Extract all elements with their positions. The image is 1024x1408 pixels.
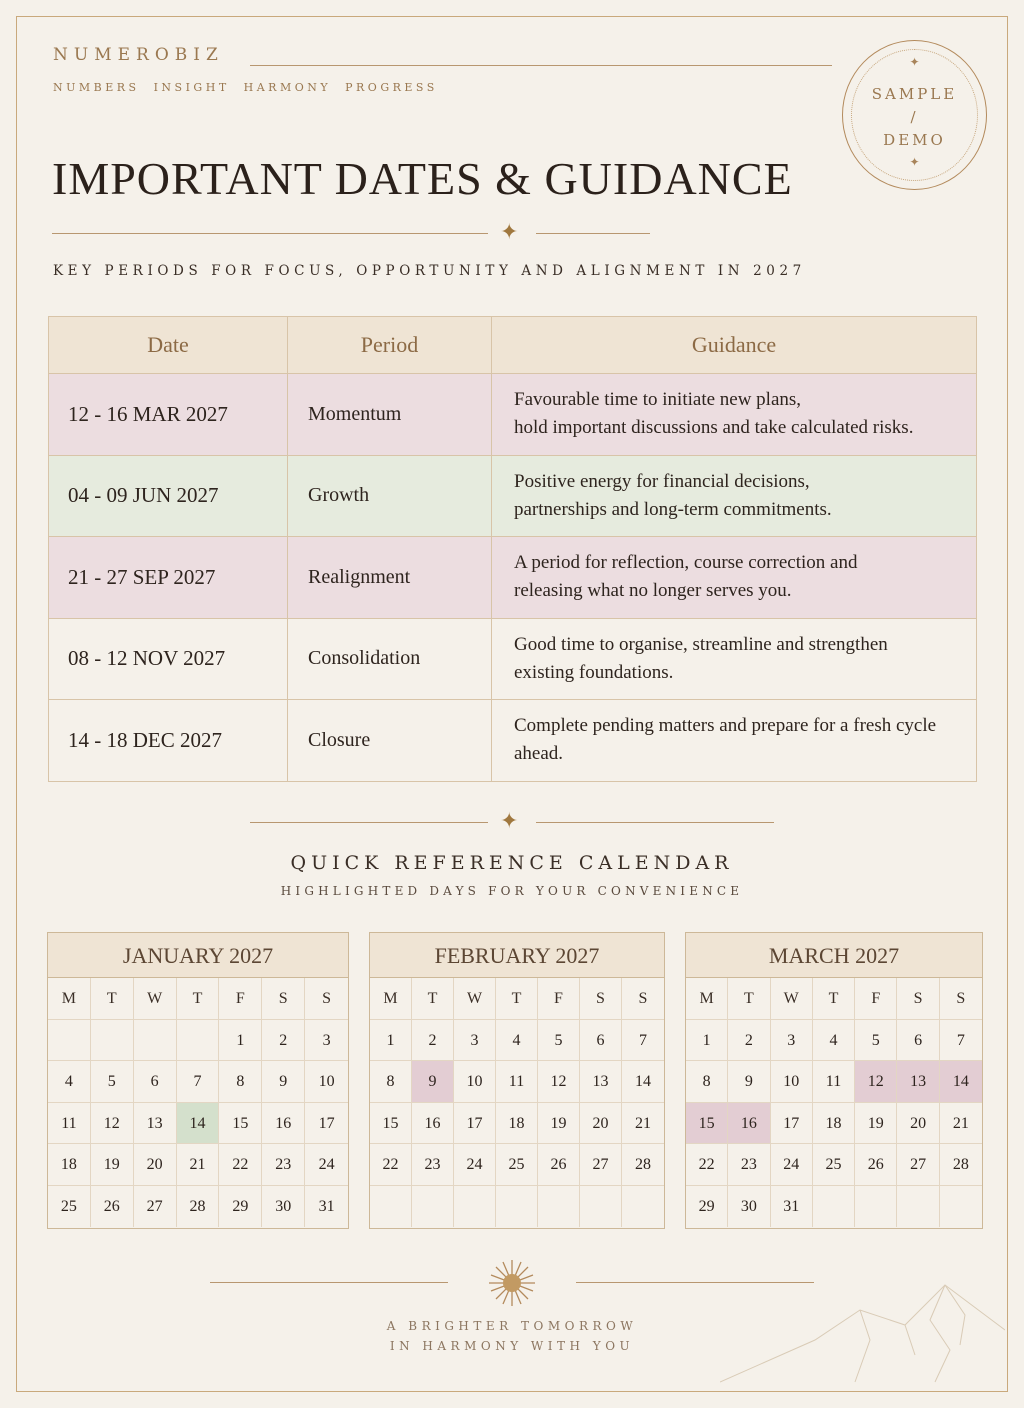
weekday-header: S	[897, 978, 939, 1020]
calendar-day: 31	[771, 1186, 813, 1228]
weekday-header: T	[496, 978, 538, 1020]
calendar-day: 8	[686, 1061, 728, 1103]
month-january	[47, 932, 349, 1229]
calendar-day: 20	[897, 1103, 939, 1145]
calendar-day: 22	[219, 1144, 262, 1186]
weekday-header: S	[305, 978, 348, 1020]
calendar-day: 28	[622, 1144, 664, 1186]
calendar-day: 10	[305, 1061, 348, 1103]
guidance-cell	[492, 618, 977, 700]
calendar-day: 2	[262, 1020, 305, 1062]
sample-demo-seal	[842, 40, 987, 190]
calendar-empty-cell	[538, 1186, 580, 1228]
table-header-row	[49, 317, 977, 374]
calendar-day: 11	[813, 1061, 855, 1103]
calendar-day: 20	[580, 1103, 622, 1145]
calendar-grid	[48, 978, 348, 1227]
brand-rule	[250, 65, 832, 66]
calendar-day: 7	[940, 1020, 982, 1062]
guidance-cell	[492, 374, 977, 456]
guidance-line-1: Favourable time to initiate new plans,	[514, 389, 802, 411]
star-divider-icon: ✦	[500, 220, 519, 245]
title-divider-right	[536, 233, 650, 234]
calendar-day: 9	[262, 1061, 305, 1103]
calendar-day: 6	[897, 1020, 939, 1062]
weekday-header: W	[134, 978, 177, 1020]
calendar-subtitle: HIGHLIGHTED DAYS FOR YOUR CONVENIENCE	[280, 884, 744, 898]
guidance-cell	[492, 455, 977, 537]
weekday-header: S	[940, 978, 982, 1020]
calendar-day: 5	[91, 1061, 134, 1103]
date-cell: 04 - 09 JUN 2027	[49, 455, 288, 537]
calendar-day: 19	[538, 1103, 580, 1145]
calendar-day: 24	[305, 1144, 348, 1186]
calendar-grid	[370, 978, 664, 1227]
table-row	[49, 537, 977, 619]
calendar-empty-cell	[855, 1186, 897, 1228]
calendar-day: 27	[897, 1144, 939, 1186]
calendar-day: 5	[538, 1020, 580, 1062]
weekday-header: S	[262, 978, 305, 1020]
table-row	[49, 618, 977, 700]
guidance-line-1: Good time to organise, streamline and strengthen	[514, 633, 888, 655]
calendar-day: 26	[91, 1186, 134, 1228]
seal-bottom-star-icon: ✦	[909, 155, 920, 169]
calendar-day: 1	[686, 1020, 728, 1062]
footer-line-1: A BRIGHTER TOMORROW	[386, 1319, 638, 1333]
calendar-day: 23	[412, 1144, 454, 1186]
calendar-day: 16	[262, 1103, 305, 1145]
calendar-day: 6	[580, 1020, 622, 1062]
calendar-day: 8	[219, 1061, 262, 1103]
calendar-title: QUICK REFERENCE CALENDAR	[290, 852, 734, 874]
calendar-divider-left	[250, 822, 488, 823]
guidance-line-2: ahead.	[514, 743, 564, 765]
calendar-empty-cell	[48, 1020, 91, 1062]
brand-name: NUMEROBIZ	[53, 45, 224, 65]
date-cell: 12 - 16 MAR 2027	[49, 374, 288, 456]
calendar-divider-right	[536, 822, 774, 823]
header-guidance: Guidance	[492, 317, 977, 374]
calendar-day: 17	[454, 1103, 496, 1145]
guidance-line-1: A period for reflection, course correction and	[514, 552, 858, 574]
period-cell: Momentum	[288, 374, 492, 456]
period-cell: Growth	[288, 455, 492, 537]
calendar-day: 27	[134, 1186, 177, 1228]
calendar-day: 3	[305, 1020, 348, 1062]
calendar-empty-cell	[496, 1186, 538, 1228]
calendar-empty-cell	[897, 1186, 939, 1228]
weekday-header: T	[728, 978, 770, 1020]
guidance-line-2: releasing what no longer serves you.	[514, 580, 792, 602]
sun-moon-icon	[462, 1258, 562, 1308]
calendar-day: 14	[177, 1103, 220, 1145]
calendar-day: 18	[496, 1103, 538, 1145]
calendar-day: 8	[370, 1061, 412, 1103]
calendar-day: 14	[622, 1061, 664, 1103]
calendar-day: 13	[580, 1061, 622, 1103]
weekday-header: F	[855, 978, 897, 1020]
month-title: JANUARY 2027	[48, 933, 348, 978]
calendar-day: 28	[940, 1144, 982, 1186]
calendar-day: 1	[370, 1020, 412, 1062]
calendar-day: 12	[855, 1061, 897, 1103]
month-title: FEBRUARY 2027	[370, 933, 664, 978]
calendar-day: 16	[728, 1103, 770, 1145]
calendar-day: 19	[855, 1103, 897, 1145]
seal-top-star-icon: ✦	[909, 55, 920, 69]
calendar-empty-cell	[134, 1020, 177, 1062]
calendar-day: 3	[771, 1020, 813, 1062]
calendar-empty-cell	[580, 1186, 622, 1228]
brand-tagline: NUMBERS INSIGHT HARMONY PROGRESS	[53, 81, 438, 94]
title-divider-left	[52, 233, 488, 234]
calendar-day: 30	[728, 1186, 770, 1228]
calendar-day: 25	[496, 1144, 538, 1186]
guidance-line-2: partnerships and long-term commitments.	[514, 498, 832, 520]
calendar-day: 12	[538, 1061, 580, 1103]
calendar-day: 22	[370, 1144, 412, 1186]
calendar-day: 29	[686, 1186, 728, 1228]
calendar-day: 10	[771, 1061, 813, 1103]
weekday-header: T	[412, 978, 454, 1020]
calendar-day: 18	[813, 1103, 855, 1145]
guidance-line-1: Complete pending matters and prepare for a fresh cycle	[514, 715, 937, 737]
weekday-header: T	[91, 978, 134, 1020]
month-title: MARCH 2027	[686, 933, 982, 978]
calendar-day: 29	[219, 1186, 262, 1228]
calendar-day: 23	[728, 1144, 770, 1186]
star-divider-icon: ✦	[500, 809, 519, 834]
guidance-line-1: Positive energy for financial decisions,	[514, 470, 810, 492]
calendar-day: 16	[412, 1103, 454, 1145]
period-cell: Consolidation	[288, 618, 492, 700]
date-cell: 14 - 18 DEC 2027	[49, 700, 288, 782]
calendar-day: 15	[686, 1103, 728, 1145]
calendar-day: 18	[48, 1144, 91, 1186]
calendar-day: 13	[897, 1061, 939, 1103]
calendar-day: 25	[48, 1186, 91, 1228]
calendar-day: 15	[219, 1103, 262, 1145]
calendar-grid	[686, 978, 982, 1227]
calendar-day: 20	[134, 1144, 177, 1186]
important-dates-table	[48, 316, 977, 782]
calendar-day: 2	[728, 1020, 770, 1062]
guidance-line-2: hold important discussions and take calculated risks.	[514, 417, 914, 439]
calendar-day: 26	[538, 1144, 580, 1186]
calendar-day: 7	[177, 1061, 220, 1103]
calendar-day: 4	[48, 1061, 91, 1103]
weekday-header: M	[370, 978, 412, 1020]
date-cell: 08 - 12 NOV 2027	[49, 618, 288, 700]
calendar-day: 17	[771, 1103, 813, 1145]
table-row	[49, 374, 977, 456]
calendar-day: 23	[262, 1144, 305, 1186]
weekday-header: F	[219, 978, 262, 1020]
calendar-day: 19	[91, 1144, 134, 1186]
calendar-day: 21	[177, 1144, 220, 1186]
guidance-cell	[492, 700, 977, 782]
table-row	[49, 455, 977, 537]
calendar-day: 11	[48, 1103, 91, 1145]
weekday-header: M	[686, 978, 728, 1020]
calendar-day: 26	[855, 1144, 897, 1186]
weekday-header: M	[48, 978, 91, 1020]
weekday-header: T	[813, 978, 855, 1020]
calendar-empty-cell	[940, 1186, 982, 1228]
weekday-header: S	[580, 978, 622, 1020]
weekday-header: W	[454, 978, 496, 1020]
seal-line-3: DEMO	[883, 131, 946, 149]
footer-line-2: IN HARMONY WITH YOU	[389, 1339, 635, 1353]
period-cell: Realignment	[288, 537, 492, 619]
weekday-header: F	[538, 978, 580, 1020]
calendar-day: 31	[318, 1197, 335, 1215]
calendar-day: 15	[370, 1103, 412, 1145]
calendar-empty-cell	[177, 1020, 220, 1062]
calendar-day: 1	[219, 1020, 262, 1062]
weekday-header: T	[177, 978, 220, 1020]
calendar-day: 13	[134, 1103, 177, 1145]
table-row	[49, 700, 977, 782]
calendar-empty-cell	[370, 1186, 412, 1228]
calendar-day: 22	[686, 1144, 728, 1186]
calendar-day: 12	[91, 1103, 134, 1145]
date-cell: 21 - 27 SEP 2027	[49, 537, 288, 619]
mountain-illustration	[720, 1270, 1005, 1385]
calendar-empty-cell	[91, 1020, 134, 1062]
calendar-day: 9	[728, 1061, 770, 1103]
calendar-day: 11	[496, 1061, 538, 1103]
header-period: Period	[288, 317, 492, 374]
month-march	[685, 932, 983, 1229]
calendar-empty-cell	[412, 1186, 454, 1228]
calendar-day: 4	[813, 1020, 855, 1062]
calendar-day: 2	[412, 1020, 454, 1062]
calendar-day: 28	[177, 1186, 220, 1228]
header-date: Date	[49, 317, 288, 374]
calendar-day: 14	[940, 1061, 982, 1103]
calendar-day: 24	[771, 1144, 813, 1186]
calendar-day: 4	[496, 1020, 538, 1062]
calendar-day: 3	[454, 1020, 496, 1062]
page-subtitle: KEY PERIODS FOR FOCUS, OPPORTUNITY AND ALIGNMENT IN 2027	[53, 263, 806, 279]
seal-line-2: /	[910, 108, 919, 126]
calendar-day: 7	[622, 1020, 664, 1062]
calendar-day: 30	[262, 1186, 305, 1228]
calendar-empty-cell	[622, 1186, 664, 1228]
period-cell: Closure	[288, 700, 492, 782]
calendar-day: 6	[134, 1061, 177, 1103]
calendar-day: 10	[454, 1061, 496, 1103]
seal-text	[843, 83, 986, 152]
weekday-header: S	[622, 978, 664, 1020]
guidance-line-2: existing foundations.	[514, 661, 674, 683]
calendar-empty-cell	[454, 1186, 496, 1228]
footer-divider-left	[210, 1282, 448, 1283]
calendar-day: 17	[305, 1103, 348, 1145]
calendar-empty-cell	[813, 1186, 855, 1228]
seal-line-1: SAMPLE	[871, 85, 958, 103]
calendar-day: 21	[940, 1103, 982, 1145]
calendar-day: 25	[813, 1144, 855, 1186]
calendar-day: 5	[855, 1020, 897, 1062]
page-title: IMPORTANT DATES & GUIDANCE	[52, 153, 793, 204]
calendar-day: 21	[622, 1103, 664, 1145]
calendar-day: 27	[580, 1144, 622, 1186]
calendar-day: 24	[454, 1144, 496, 1186]
month-february	[369, 932, 665, 1229]
guidance-cell	[492, 537, 977, 619]
calendar-day: 9	[412, 1061, 454, 1103]
weekday-header: W	[771, 978, 813, 1020]
